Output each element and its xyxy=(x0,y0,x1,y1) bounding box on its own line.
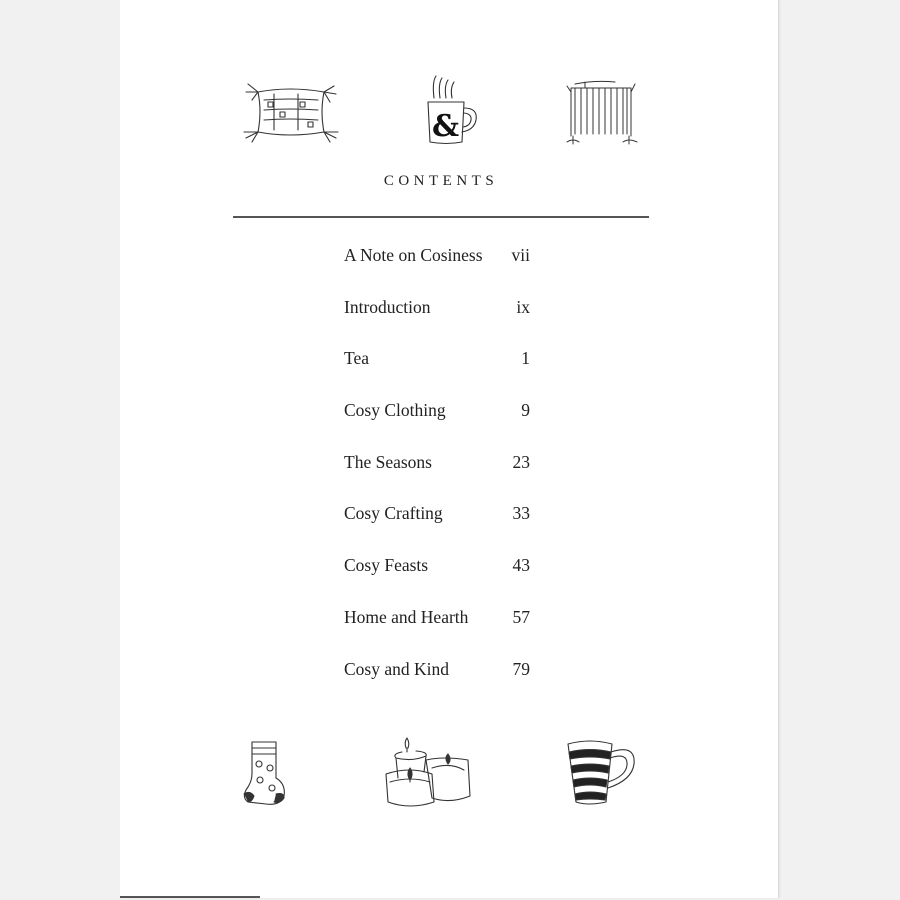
toc-entry-title: Home and Hearth xyxy=(344,606,469,627)
radiator-icon xyxy=(565,80,640,148)
heading-rule xyxy=(233,216,649,218)
toc-entry-page: 79 xyxy=(512,658,530,679)
toc-entry xyxy=(344,659,530,711)
toc-entry-title: Cosy and Kind xyxy=(344,658,449,679)
cushion-icon xyxy=(240,80,340,145)
toc-entry xyxy=(344,245,530,297)
toc-entry xyxy=(344,555,530,607)
toc-entry-page: 57 xyxy=(512,606,530,627)
toc-entry-title: Cosy Clothing xyxy=(344,400,446,421)
toc-entry-title: The Seasons xyxy=(344,451,432,472)
toc-entry xyxy=(344,297,530,349)
toc-entry-page: ix xyxy=(516,296,530,317)
mug-ampersand-icon xyxy=(420,72,482,147)
toc-entry xyxy=(344,607,530,659)
toc-entry xyxy=(344,348,530,400)
toc-entry-title: Cosy Feasts xyxy=(344,555,429,576)
toc-entry-page: 33 xyxy=(512,503,530,524)
toc-entry-page: 9 xyxy=(521,400,530,421)
page-edge-shadow xyxy=(120,896,260,898)
toc-entry-page: 43 xyxy=(512,555,530,576)
toc-entry xyxy=(344,503,530,555)
sock-icon xyxy=(240,738,290,808)
toc-entry-title: Introduction xyxy=(344,296,431,317)
toc-entry xyxy=(344,452,530,504)
toc-entry-title: Tea xyxy=(344,348,370,369)
contents-heading: CONTENTS xyxy=(383,173,499,189)
toc-entry xyxy=(344,400,530,452)
toc-entry-title: A Note on Cosiness xyxy=(344,245,483,265)
striped-mug-icon xyxy=(562,738,642,808)
candles-icon xyxy=(380,738,478,808)
table-of-contents xyxy=(344,245,530,710)
toc-entry-page: vii xyxy=(511,245,530,265)
mug-ampersand-glyph: & xyxy=(432,109,460,144)
toc-entry-page: 1 xyxy=(521,348,530,369)
toc-entry-page: 23 xyxy=(512,451,530,472)
toc-entry-title: Cosy Crafting xyxy=(344,503,443,524)
